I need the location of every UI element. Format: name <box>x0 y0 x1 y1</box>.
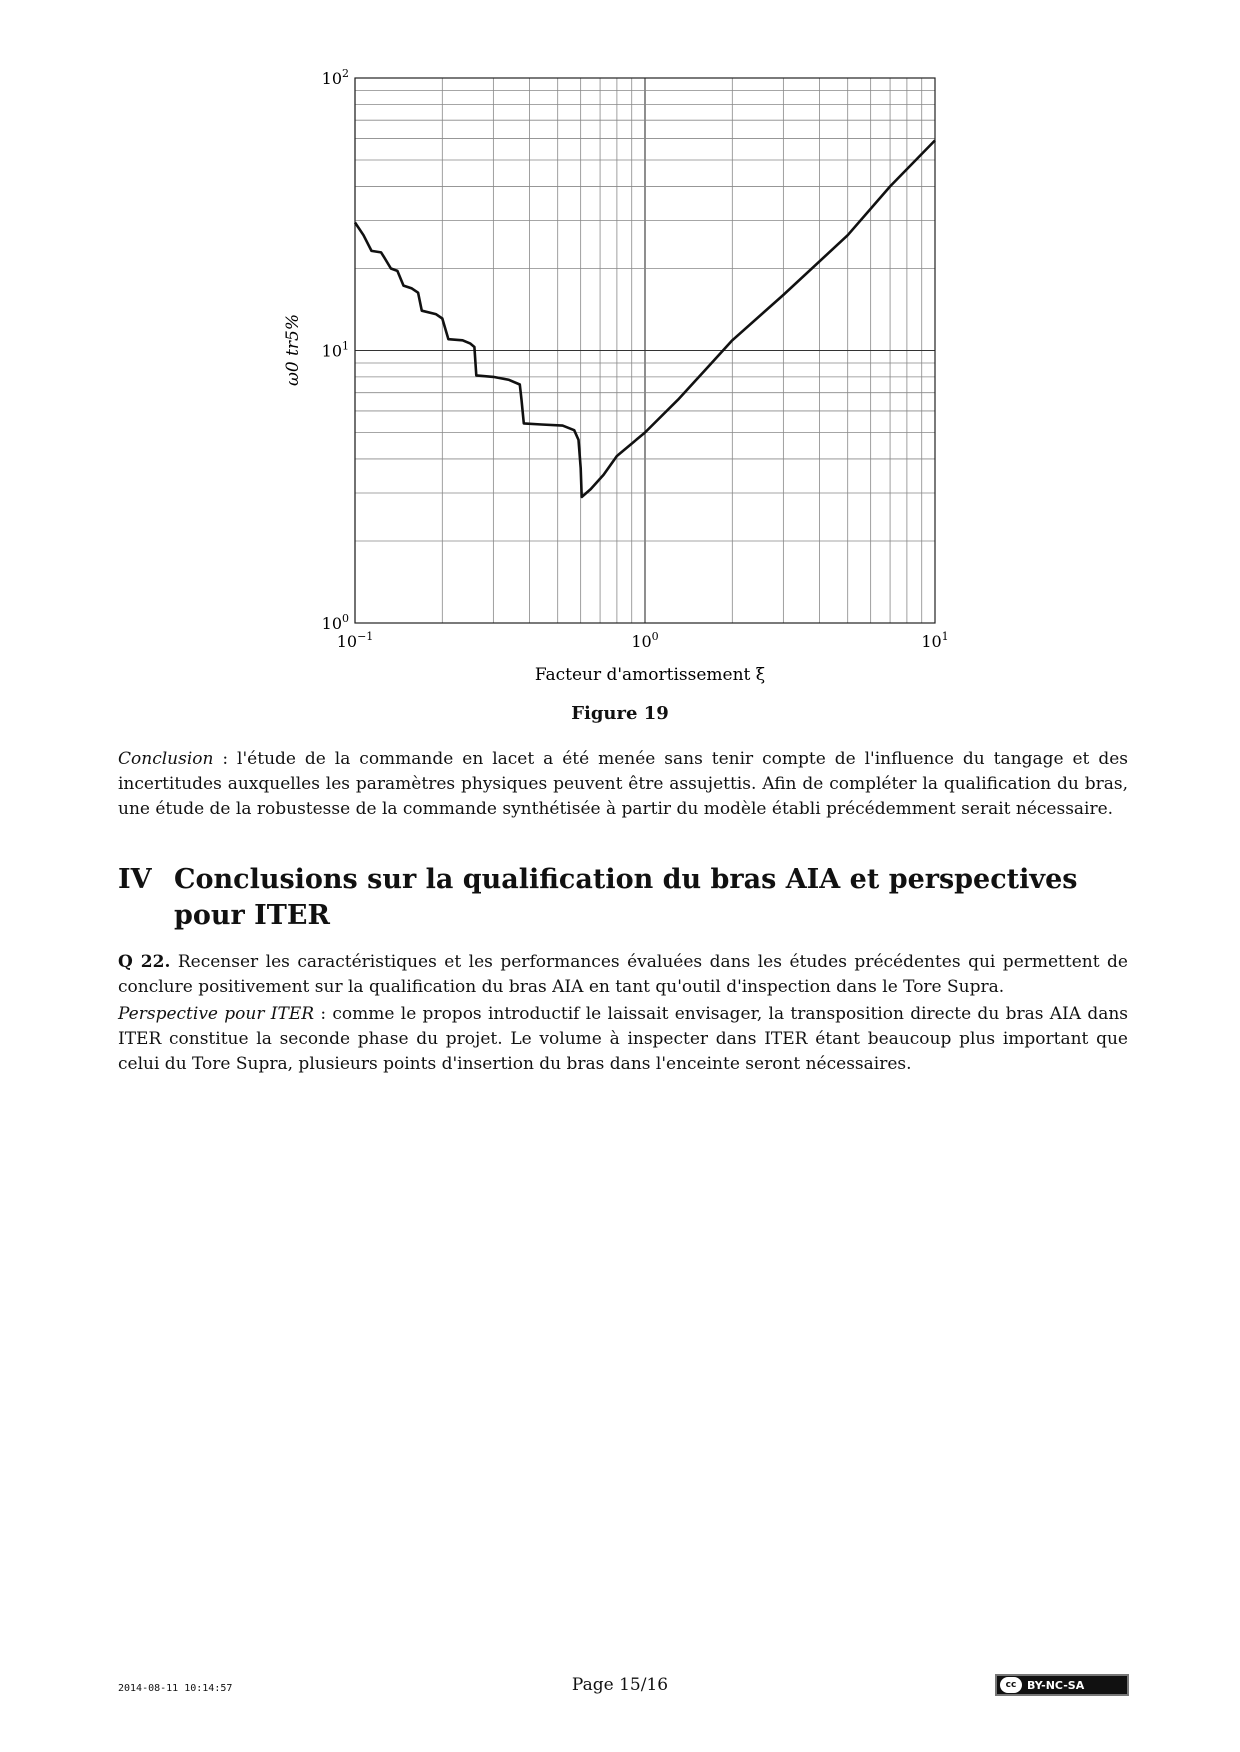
chart-svg <box>270 60 990 720</box>
license-badge <box>995 1674 1129 1696</box>
grid <box>355 78 935 623</box>
page-number: Page 15/16 <box>571 1675 669 1695</box>
conclusion-text: : l'étude de la commande en lacet a été menée sans tenir compte de l'influence du tangage et des incertitudes auxquelles les paramètres physiques peuvent être assujettis. Afin de compléter la qualification du bras, une étude de la robustesse de la commande synthétisée à partir du modèle établi précédemment serait nécessaire. <box>118 749 1128 819</box>
y-tick-label: $10^1$ <box>321 339 349 361</box>
question-22 <box>118 950 1128 1000</box>
perspective-text: : comme le propos introductif le laissait envisager, la transposition directe du bras AIA dans ITER constitue la seconde phase du projet. Le volume à inspecter dans ITER étant beaucoup plus important que celui du Tore Supra, plusieurs points d'insertion du bras dans l'enceinte seront nécessaires. <box>118 1004 1129 1074</box>
y-axis-label: ω0 tr5% <box>283 313 303 387</box>
question-label: Q 22. <box>118 952 171 972</box>
y-tick-label: $10^0$ <box>321 612 349 633</box>
figure-19 <box>270 60 990 720</box>
conclusion-label: Conclusion <box>118 749 214 769</box>
perspective-label: Perspective pour ITER <box>118 1004 315 1024</box>
x-tick-label: $10^1$ <box>921 630 949 651</box>
tick-labels <box>322 67 949 651</box>
figure-caption: Figure 19 <box>571 703 669 724</box>
x-axis-label: Facteur d'amortissement ξ <box>534 665 766 685</box>
x-tick-label: $10^0$ <box>631 630 659 651</box>
section-title-line2: pour ITER <box>174 900 330 931</box>
question-text: Recenser les caractéristiques et les performances évaluées dans les études précédentes qui permettent de conclure positivement sur la qualification du bras AIA en tant qu'outil d'inspection dans le Tore Supra. <box>118 952 1128 997</box>
y-tick-label: $10^2$ <box>321 67 349 88</box>
section-number: IV <box>118 864 152 895</box>
license-text: BY-NC-SA <box>1027 1678 1085 1692</box>
cc-icon: cc <box>1000 1677 1022 1693</box>
perspective-paragraph <box>118 1002 1128 1077</box>
section-heading <box>118 862 1128 934</box>
conclusion-paragraph <box>118 747 1128 822</box>
x-tick-label: $10^{-1}$ <box>336 630 374 651</box>
footer-timestamp: 2014-08-11 10:14:57 <box>118 1683 233 1694</box>
section-title-line1: Conclusions sur la qualification du bras AIA et perspectives <box>174 864 1078 895</box>
